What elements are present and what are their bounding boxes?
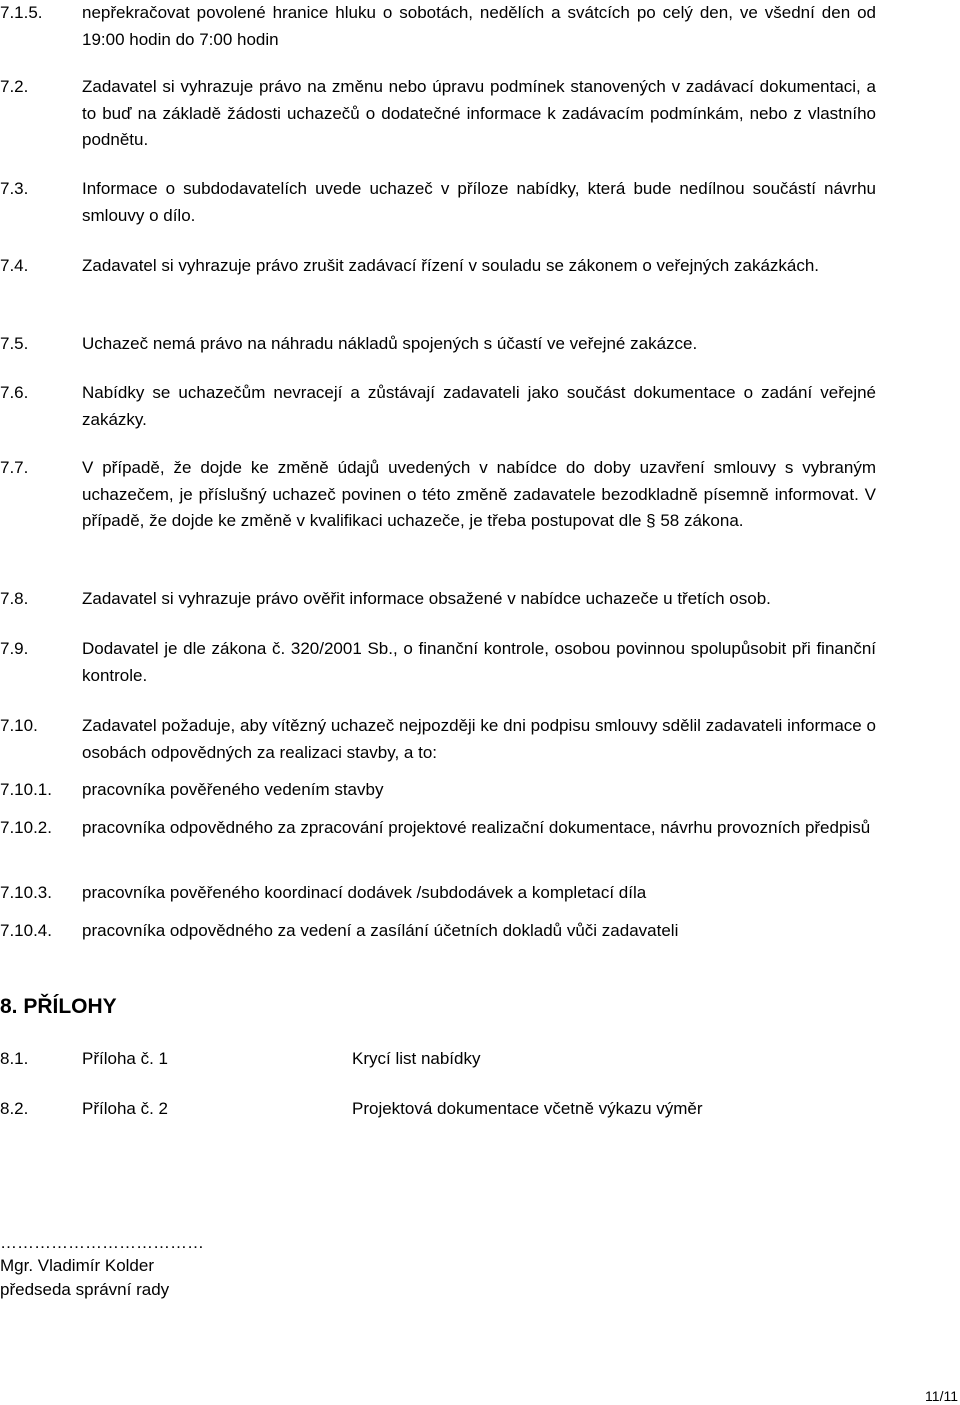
item-text: Zadavatel požaduje, aby vítězný uchazeč nejpozději ke dni podpisu smlouvy sdělil zadavateli informace o osobách odpovědných za realizaci stavby, a to: [82, 716, 876, 762]
item-text: V případě, že dojde ke změně údajů uvedených v nabídce do doby uzavření smlouvy s vybraným uchazečem, je příslušný uchazeč povinen o této změně zadavatele bezodkladně písemně informovat. V případě, že dojde ke změně v kvalifikaci uchazeče, je třeba postupovat dle § 58 zákona. [82, 458, 876, 530]
signature-block [0, 1232, 204, 1302]
item-number: 7.8. [0, 589, 29, 608]
item-number: 7.10. [0, 716, 38, 735]
item-text: pracovníka odpovědného za zpracování projektové realizační dokumentace, návrhu provozních předpisů [82, 818, 871, 837]
item-number: 7.9. [0, 639, 29, 658]
item-number: 7.2. [0, 77, 29, 96]
attachment-description: Krycí list nabídky [352, 1049, 481, 1068]
signature-line: ……………………………… [0, 1233, 204, 1252]
item-number: 7.10.1. [0, 780, 52, 799]
section-heading: 8. PŘÍLOHY [0, 995, 117, 1018]
item-text: Informace o subdodavatelích uvede uchazeč v příloze nabídky, která bude nedílnou součástí návrhu smlouvy o dílo. [82, 179, 876, 225]
item-text: Uchazeč nemá právo na náhradu nákladů spojených s účastí ve veřejné zakázce. [82, 334, 698, 353]
attachment-label: Příloha č. 2 [82, 1099, 168, 1118]
item-text: pracovníka odpovědného za vedení a zasílání účetních dokladů vůči zadavateli [82, 921, 679, 940]
item-text: pracovníka pověřeného koordinací dodávek /subdodávek a kompletací díla [82, 883, 647, 902]
item-number: 7.7. [0, 458, 29, 477]
item-text: pracovníka pověřeného vedením stavby [82, 780, 384, 799]
item-text: Zadavatel si vyhrazuje právo na změnu nebo úpravu podmínek stanovených v zadávací dokumentaci, a to buď na základě žádosti uchazečů o dodatečné informace k zadávacím podmínkám, nebo z vlastního podnětu. [82, 77, 876, 149]
item-number: 7.10.4. [0, 921, 52, 940]
item-number: 7.10.2. [0, 818, 52, 837]
item-number: 7.6. [0, 383, 29, 402]
item-number: 7.10.3. [0, 883, 52, 902]
item-text: nepřekračovat povolené hranice hluku o sobotách, nedělích a svátcích po celý den, ve všední den od 19:00 hodin do 7:00 hodin [82, 3, 876, 49]
item-text: Dodavatel je dle zákona č. 320/2001 Sb., o finanční kontrole, osobou povinnou spolupůsobit při finanční kontrole. [82, 639, 876, 685]
item-number: 7.3. [0, 179, 29, 198]
page-number: 11/11 [925, 1388, 958, 1404]
attachment-number: 8.2. [0, 1099, 29, 1118]
item-text: Nabídky se uchazečům nevracejí a zůstávají zadavateli jako součást dokumentace o zadání veřejné zakázky. [82, 383, 876, 429]
attachment-number: 8.1. [0, 1049, 29, 1068]
item-text: Zadavatel si vyhrazuje právo ověřit informace obsažené v nabídce uchazeče u třetích osob. [82, 589, 771, 608]
signatory-name: Mgr. Vladimír Kolder [0, 1256, 154, 1275]
item-number: 7.4. [0, 256, 29, 275]
item-number: 7.5. [0, 334, 29, 353]
attachment-description: Projektová dokumentace včetně výkazu výměr [352, 1099, 703, 1118]
signatory-role: předseda správní rady [0, 1280, 170, 1299]
item-number: 7.1.5. [0, 3, 43, 22]
attachment-label: Příloha č. 1 [82, 1049, 168, 1068]
item-text: Zadavatel si vyhrazuje právo zrušit zadávací řízení v souladu se zákonem o veřejných zakázkách. [82, 256, 820, 275]
